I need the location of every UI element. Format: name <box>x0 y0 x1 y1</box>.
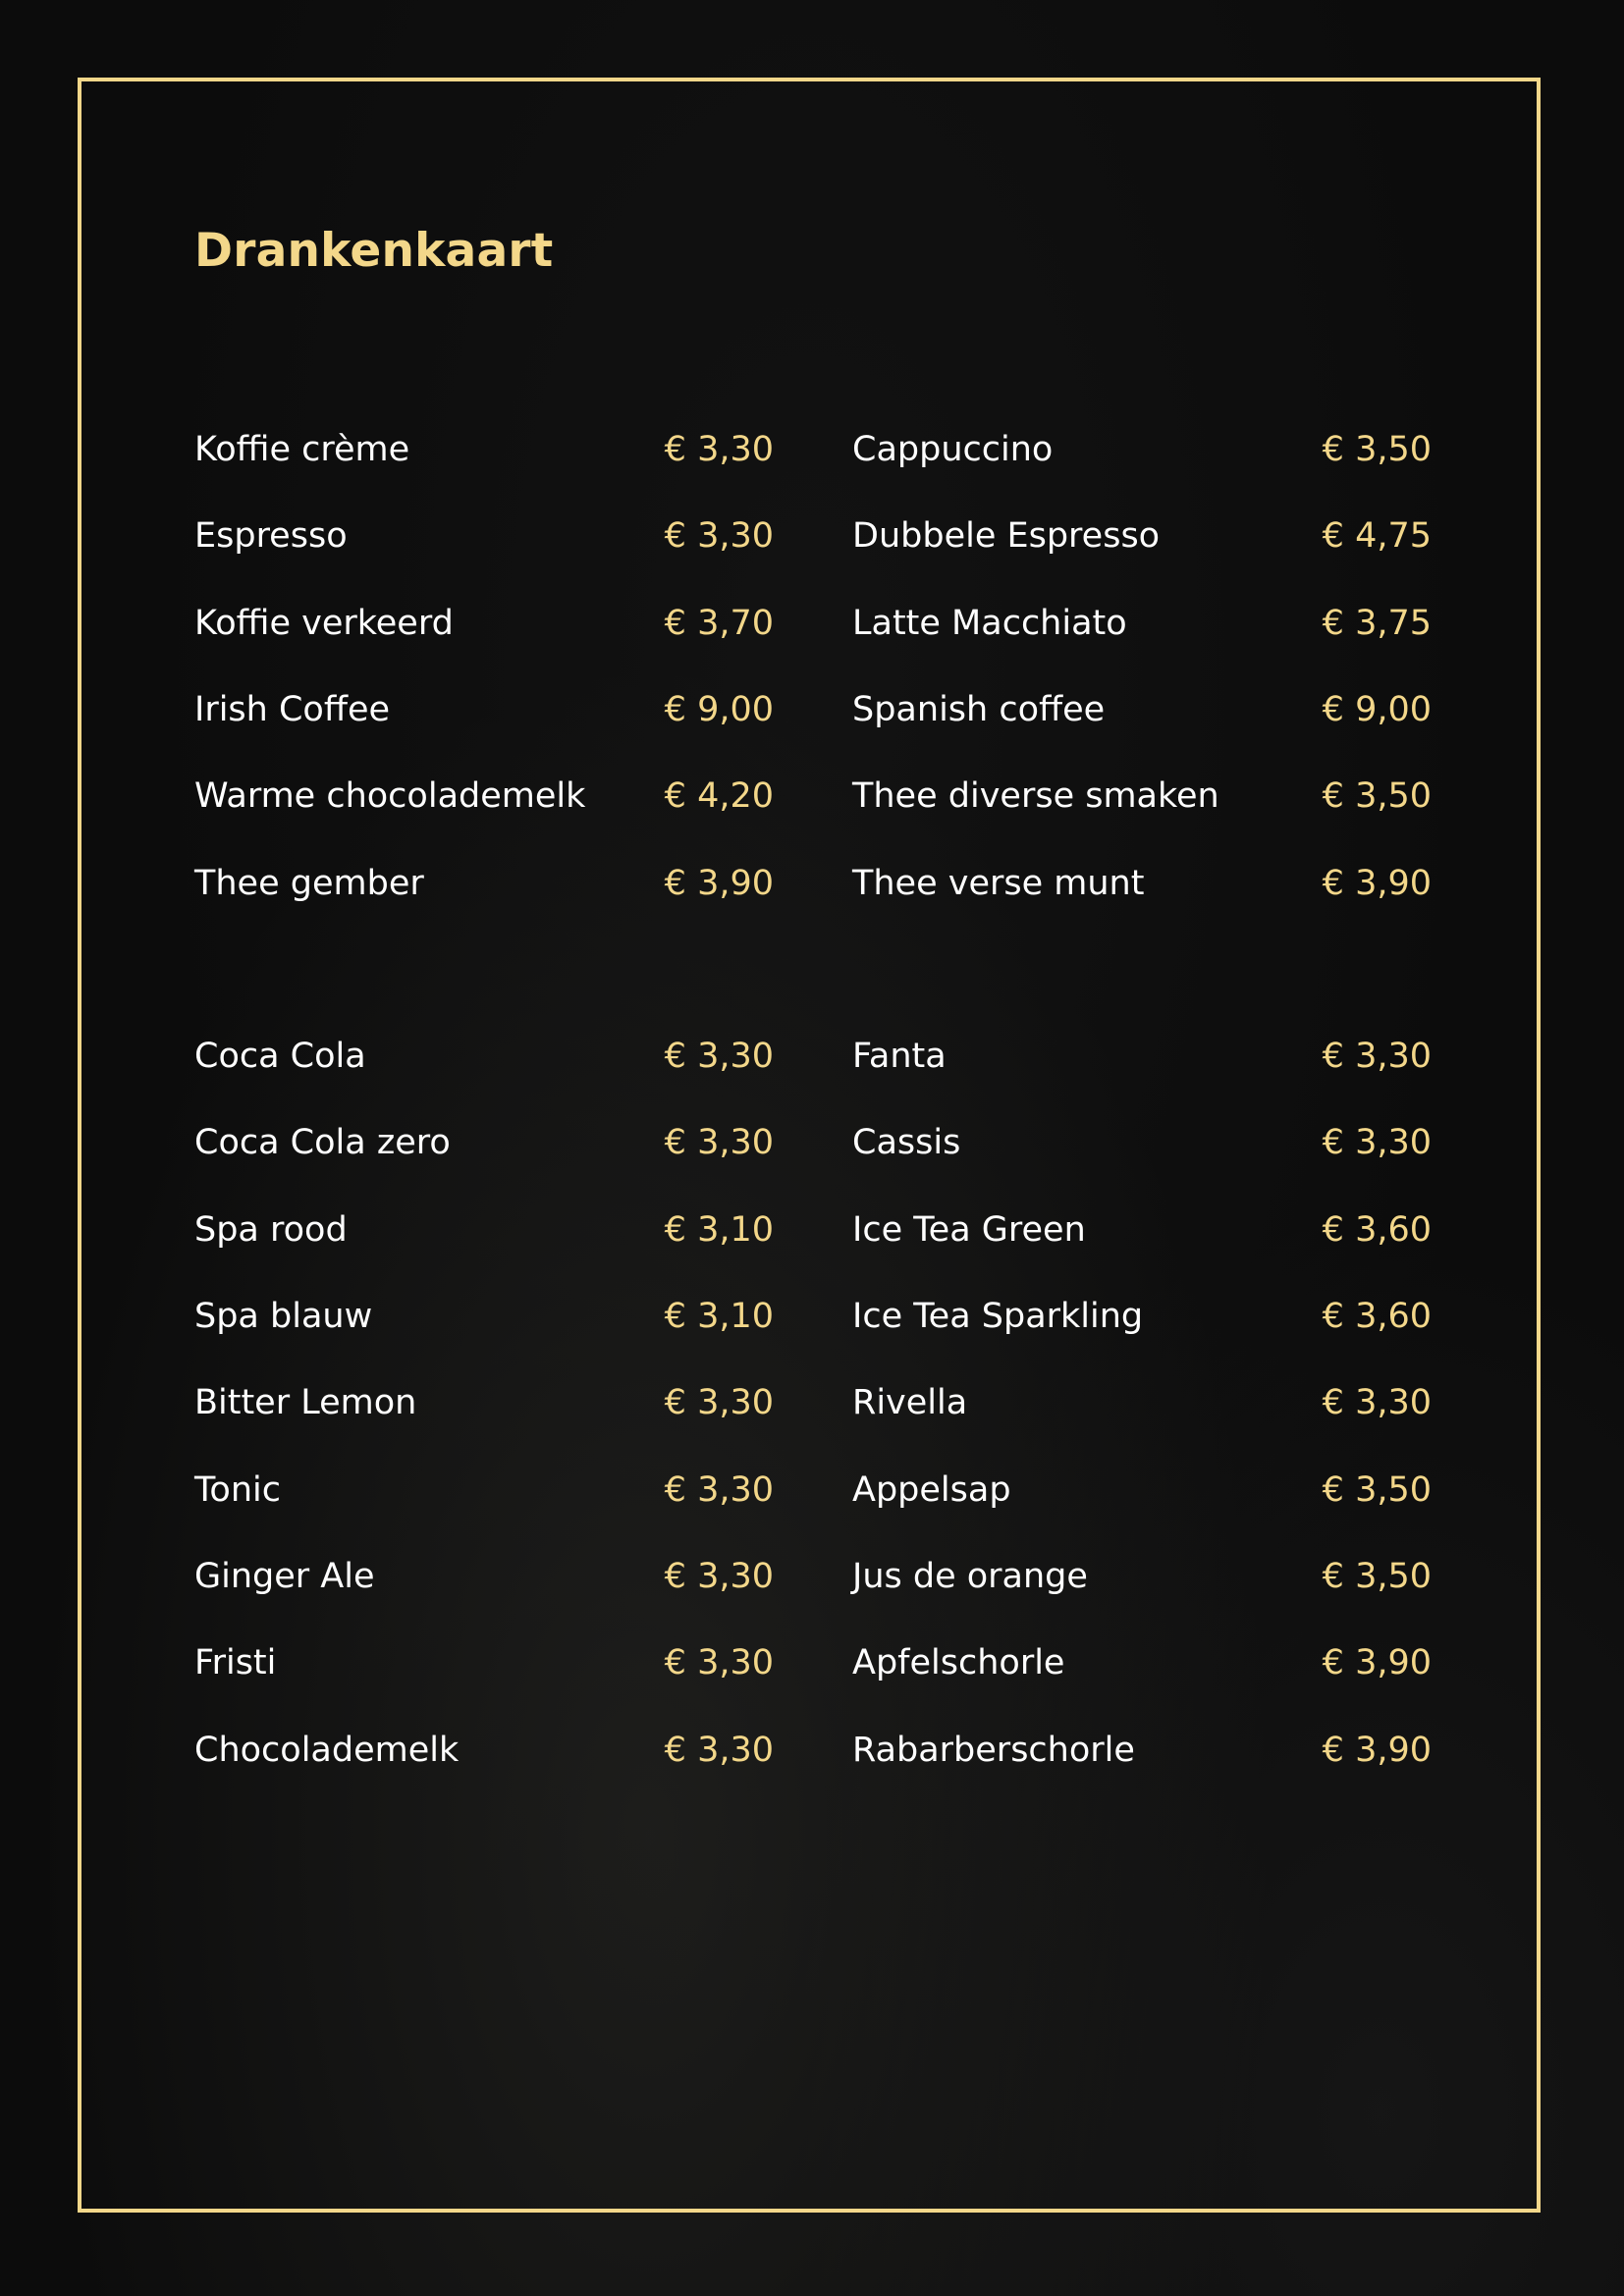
menu-item-price: € 3,60 <box>1322 1209 1432 1250</box>
menu-item-price: € 3,90 <box>1322 1643 1432 1683</box>
menu-item <box>194 667 774 753</box>
menu-item-name: Apfelschorle <box>852 1643 1065 1683</box>
menu-item-price: € 4,20 <box>664 776 774 817</box>
menu-item <box>194 1360 774 1446</box>
menu-item <box>852 1446 1432 1532</box>
menu-item <box>852 1099 1432 1186</box>
menu-item <box>194 1013 774 1099</box>
menu-item-price: € 3,30 <box>664 1469 774 1510</box>
menu-item-price: € 4,75 <box>1322 516 1432 557</box>
menu-item <box>852 493 1432 579</box>
menu-item-price: € 3,30 <box>664 1730 774 1770</box>
menu-item-price: € 3,50 <box>1322 1469 1432 1510</box>
menu-item-name: Ice Tea Sparkling <box>852 1297 1144 1337</box>
menu-item-name: Thee gember <box>194 863 424 903</box>
menu-item-price: € 3,30 <box>664 1556 774 1596</box>
menu-item-name: Cassis <box>852 1123 961 1163</box>
menu-item-price: € 3,30 <box>1322 1123 1432 1163</box>
menu-item-price: € 3,90 <box>1322 863 1432 903</box>
menu-item <box>194 580 774 667</box>
menu-item <box>194 1273 774 1360</box>
menu-item-name: Spa blauw <box>194 1297 373 1337</box>
menu-item-price: € 3,50 <box>1322 1556 1432 1596</box>
menu-item-name: Thee diverse smaken <box>852 776 1219 817</box>
menu-item-name: Ice Tea Green <box>852 1209 1086 1250</box>
soft-drinks-grid <box>194 1013 1432 1793</box>
menu-item-price: € 3,30 <box>1322 1037 1432 1077</box>
menu-item-price: € 3,90 <box>664 863 774 903</box>
menu-item <box>852 753 1432 839</box>
menu-item <box>194 1533 774 1620</box>
menu-item-name: Latte Macchiato <box>852 603 1127 643</box>
menu-item <box>194 1706 774 1792</box>
menu-item-price: € 3,50 <box>1322 430 1432 470</box>
menu-item-name: Ginger Ale <box>194 1556 375 1596</box>
menu-item <box>852 1360 1432 1446</box>
menu-item <box>852 1013 1432 1099</box>
menu-item-name: Cappuccino <box>852 430 1054 470</box>
menu-item <box>852 1187 1432 1273</box>
menu-item-price: € 3,30 <box>664 1123 774 1163</box>
menu-item <box>194 1446 774 1532</box>
menu-item-name: Dubbele Espresso <box>852 516 1161 557</box>
menu-item <box>852 580 1432 667</box>
menu-item-price: € 3,30 <box>664 1037 774 1077</box>
menu-item-price: € 3,30 <box>1322 1383 1432 1423</box>
menu-item <box>194 1620 774 1706</box>
menu-item <box>194 406 774 493</box>
menu-item <box>194 1099 774 1186</box>
menu-item-price: € 3,75 <box>1322 603 1432 643</box>
menu-item-name: Chocolademelk <box>194 1730 460 1770</box>
menu-item <box>194 493 774 579</box>
menu-item-price: € 9,00 <box>664 690 774 730</box>
menu-item <box>852 839 1432 926</box>
coffee-tea-grid <box>194 406 1432 927</box>
menu-item-price: € 3,90 <box>1322 1730 1432 1770</box>
menu-item <box>852 1620 1432 1706</box>
menu-item-price: € 9,00 <box>1322 690 1432 730</box>
menu-item-price: € 3,30 <box>664 1383 774 1423</box>
menu-item-price: € 3,10 <box>664 1297 774 1337</box>
menu-item-name: Rivella <box>852 1383 968 1423</box>
menu-item-name: Fristi <box>194 1643 277 1683</box>
menu-item-name: Rabarberschorle <box>852 1730 1135 1770</box>
menu-item-name: Koffie verkeerd <box>194 603 454 643</box>
menu-item-name: Spanish coffee <box>852 690 1106 730</box>
menu-item-name: Coca Cola zero <box>194 1123 451 1163</box>
menu-item-name: Spa rood <box>194 1209 348 1250</box>
menu-item-name: Koffie crème <box>194 430 410 470</box>
menu-item-name: Coca Cola <box>194 1037 366 1077</box>
menu-item <box>852 1273 1432 1360</box>
menu-item-name: Thee verse munt <box>852 863 1145 903</box>
menu-item-price: € 3,10 <box>664 1209 774 1250</box>
menu-item <box>852 667 1432 753</box>
menu-item-name: Irish Coffee <box>194 690 391 730</box>
menu-item-price: € 3,30 <box>664 516 774 557</box>
menu-item-price: € 3,70 <box>664 603 774 643</box>
menu-item-name: Warme chocolademelk <box>194 776 586 817</box>
menu-item-name: Appelsap <box>852 1469 1011 1510</box>
menu-item <box>852 1533 1432 1620</box>
menu-item <box>194 753 774 839</box>
soft-drinks-section <box>194 1013 1432 1793</box>
menu-title: Drankenkaart <box>194 224 554 278</box>
menu-item-name: Espresso <box>194 516 348 557</box>
menu-item-price: € 3,50 <box>1322 776 1432 817</box>
menu-item-price: € 3,30 <box>664 430 774 470</box>
menu-item-name: Tonic <box>194 1469 281 1510</box>
menu-item <box>852 406 1432 493</box>
coffee-tea-section <box>194 406 1432 927</box>
menu-item-name: Bitter Lemon <box>194 1383 417 1423</box>
menu-item-name: Jus de orange <box>852 1556 1088 1596</box>
menu-item-price: € 3,30 <box>664 1643 774 1683</box>
menu-item <box>194 839 774 926</box>
menu-item <box>852 1706 1432 1792</box>
menu-item-price: € 3,60 <box>1322 1297 1432 1337</box>
menu-item <box>194 1187 774 1273</box>
menu-item-name: Fanta <box>852 1037 947 1077</box>
